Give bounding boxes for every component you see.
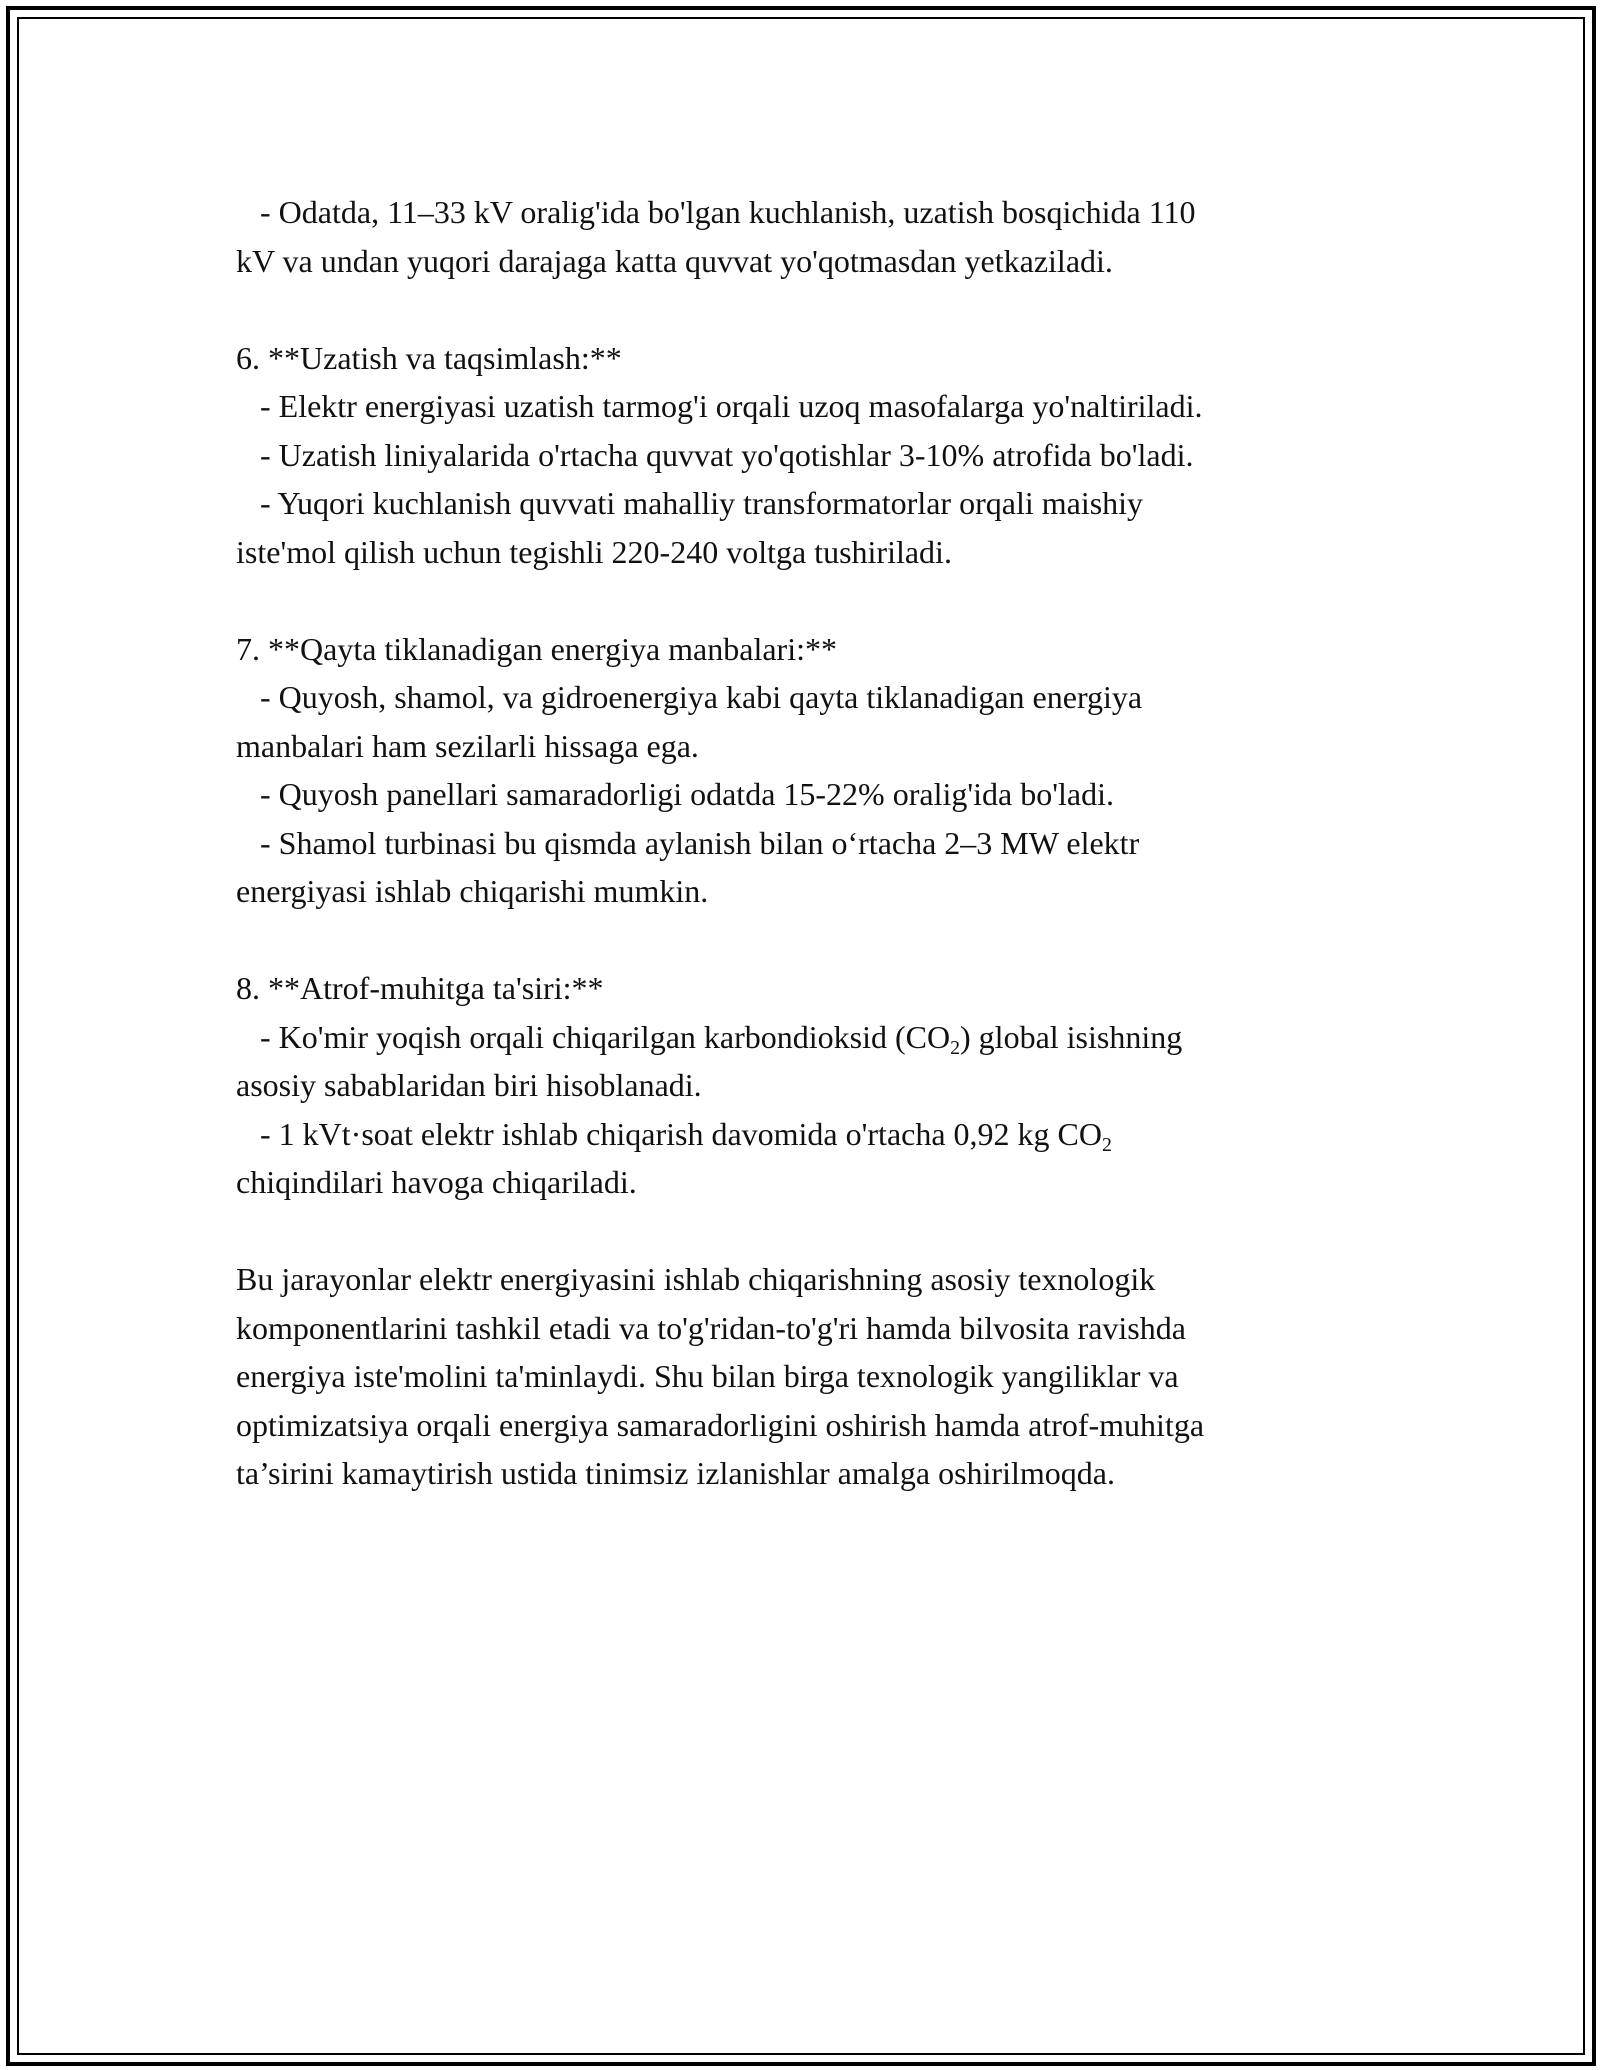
text-line: kV va undan yuqori darajaga katta quvvat yo'qotmasdan yetkaziladi. bbox=[236, 242, 1113, 279]
list-item-line: energiyasi ishlab chiqarishi mumkin. bbox=[236, 873, 709, 909]
text-run: - 1 kVt·soat elektr ishlab chiqarish davomida o'rtacha 0,92 kg CO bbox=[236, 1115, 1102, 1152]
subscript: 2 bbox=[1102, 1133, 1112, 1156]
document-body bbox=[236, 188, 1386, 1498]
paragraph-gap bbox=[236, 576, 1386, 625]
text-run: ) global isishning bbox=[960, 1018, 1183, 1055]
list-item-line: chiqindilari havoga chiqariladi. bbox=[236, 1164, 637, 1200]
list-item-line: - Quyosh panellari samaradorligi odatda 15-22% oralig'ida bo'ladi. bbox=[236, 776, 1114, 812]
list-item-line: manbalari ham sezilarli hissaga ega. bbox=[236, 727, 699, 764]
paragraph-gap bbox=[236, 916, 1386, 965]
text-run: - Ko'mir yoqish orqali chiqarilgan karbondioksid (CO bbox=[236, 1018, 951, 1055]
list-item-line: - Elektr energiyasi uzatish tarmog'i orqali uzoq masofalarga yo'naltiriladi. bbox=[236, 388, 1203, 424]
list-item-line bbox=[236, 1013, 1386, 1062]
list-item-line: - Shamol turbinasi bu qismda aylanish bilan o‘rtacha 2–3 MW elektr bbox=[236, 824, 1140, 861]
conclusion-line: optimizatsiya orqali energiya samaradorligini oshirish hamda atrof-muhitga bbox=[236, 1406, 1205, 1443]
paragraph-gap bbox=[236, 285, 1386, 334]
list-item-line bbox=[236, 1110, 1386, 1159]
section-heading: 6. **Uzatish va taqsimlash:** bbox=[236, 339, 622, 376]
section-heading: 8. **Atrof-muhitga ta'siri:** bbox=[236, 970, 604, 1006]
conclusion-line: ta’sirini kamaytirish ustida tinimsiz izlanishlar amalga oshirilmoqda. bbox=[236, 1455, 1115, 1491]
conclusion-line: Bu jarayonlar elektr energiyasini ishlab chiqarishning asosiy texnologik bbox=[236, 1261, 1156, 1297]
conclusion-line: energiya iste'molini ta'minlaydi. Shu bilan birga texnologik yangiliklar va bbox=[236, 1358, 1179, 1394]
list-item-line: - Yuqori kuchlanish quvvati mahalliy transformatorlar orqali maishiy bbox=[236, 485, 1144, 521]
text-line: - Odatda, 11–33 kV oralig'ida bo'lgan kuchlanish, uzatish bosqichida 110 bbox=[236, 194, 1196, 230]
paragraph-gap bbox=[236, 1207, 1386, 1256]
list-item-line: iste'mol qilish uchun tegishli 220-240 voltga tushiriladi. bbox=[236, 533, 952, 570]
list-item-line: - Quyosh, shamol, va gidroenergiya kabi qayta tiklanadigan energiya bbox=[236, 679, 1143, 715]
subscript: 2 bbox=[950, 1036, 961, 1059]
section-heading: 7. **Qayta tiklanadigan energiya manbalari:** bbox=[236, 630, 837, 667]
list-item-line: asosiy sabablaridan biri hisoblanadi. bbox=[236, 1067, 702, 1103]
list-item-line: - Uzatish liniyalarida o'rtacha quvvat yo'qotishlar 3-10% atrofida bo'ladi. bbox=[236, 436, 1194, 473]
conclusion-line: komponentlarini tashkil etadi va to'g'ridan-to'g'ri hamda bilvosita ravishda bbox=[236, 1309, 1186, 1346]
